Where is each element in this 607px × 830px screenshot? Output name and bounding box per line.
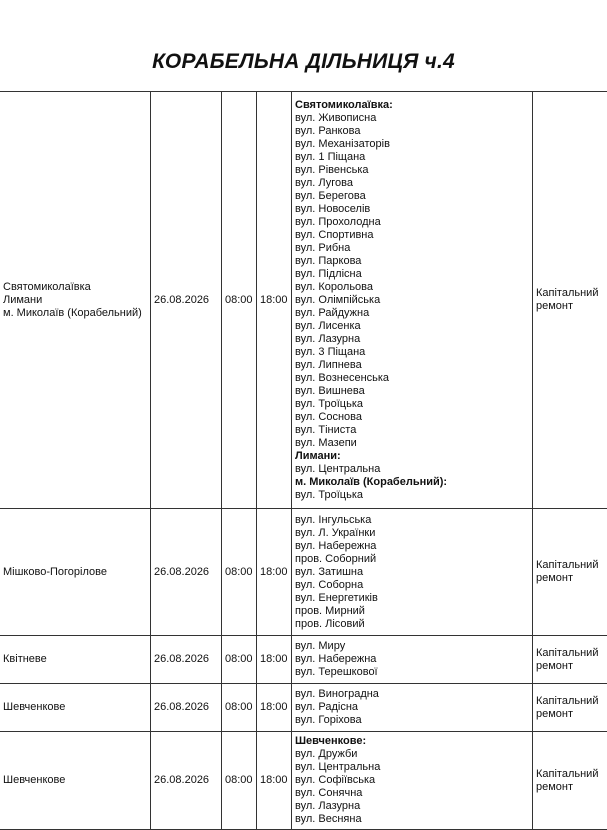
street-item: вул. Спортивна [295,229,532,242]
location-cell [0,636,151,684]
reason-cell [533,684,607,732]
street-item: вул. Дружби [295,748,532,761]
reason-cell [533,92,607,509]
date-cell: 26.08.2026 [151,509,222,636]
reason-text: Капітальний [536,559,607,572]
street-item: вул. Інгульська [295,514,532,527]
streets-cell [292,684,533,732]
street-item: вул. Троїцька [295,398,532,411]
table-row [0,732,607,830]
street-item: вул. Берегова [295,190,532,203]
street-item: вул. Живописна [295,112,532,125]
table-row [0,684,607,732]
date-cell: 26.08.2026 [151,732,222,830]
location-name: Лимани [3,294,150,307]
location-cell [0,732,151,830]
table-row [0,92,607,509]
street-item: вул. Паркова [295,255,532,268]
street-item: вул. Сонячна [295,787,532,800]
street-item: вул. Корольова [295,281,532,294]
reason-cell [533,509,607,636]
street-item: вул. Рибна [295,242,532,255]
street-item: вул. Соснова [295,411,532,424]
street-item: вул. Центральна [295,761,532,774]
street-group-header: Святомиколаївка: [295,99,532,112]
street-item: вул. Миру [295,640,532,653]
location-name: Мішково-Погорілове [3,566,150,579]
location-name: Святомиколаївка [3,281,150,294]
location-name: Шевченкове [3,701,150,714]
time-to-cell: 18:00 [257,636,292,684]
street-item: вул. Соборна [295,579,532,592]
reason-cell [533,732,607,830]
street-item: вул. Механізаторів [295,138,532,151]
time-from-cell: 08:00 [222,92,257,509]
date-cell: 26.08.2026 [151,92,222,509]
street-item: вул. Затишна [295,566,532,579]
street-item: вул. Л. Українки [295,527,532,540]
streets-cell [292,636,533,684]
streets-cell [292,92,533,509]
date-cell: 26.08.2026 [151,684,222,732]
street-item: вул. Енергетиків [295,592,532,605]
street-item: вул. Вознесенська [295,372,532,385]
street-item: вул. Весняна [295,813,532,826]
reason-cell [533,636,607,684]
street-item: вул. Горіхова [295,714,532,727]
street-item: вул. Липнева [295,359,532,372]
time-to-cell: 18:00 [257,684,292,732]
street-item: пров. Лісовий [295,618,532,631]
location-name: Квітневе [3,653,150,666]
street-item: вул. Мазепи [295,437,532,450]
time-from-cell: 08:00 [222,636,257,684]
reason-text: ремонт [536,708,607,721]
reason-text: ремонт [536,660,607,673]
location-cell [0,92,151,509]
street-item: вул. Ранкова [295,125,532,138]
street-item: вул. Рівенська [295,164,532,177]
reason-text: Капітальний [536,287,607,300]
street-group-header: м. Миколаїв (Корабельний): [295,476,532,489]
street-item: вул. Лисенка [295,320,532,333]
table-row [0,636,607,684]
street-item: вул. 1 Піщана [295,151,532,164]
reason-text: ремонт [536,572,607,585]
location-cell [0,509,151,636]
street-item: вул. Лугова [295,177,532,190]
outage-schedule-table [0,91,607,830]
street-group-header: Шевченкове: [295,735,532,748]
street-item: вул. Лазурна [295,333,532,346]
reason-text: ремонт [536,300,607,313]
reason-text: Капітальний [536,768,607,781]
reason-text: ремонт [536,781,607,794]
time-to-cell: 18:00 [257,92,292,509]
streets-cell [292,732,533,830]
time-from-cell: 08:00 [222,732,257,830]
street-item: вул. Вишнева [295,385,532,398]
street-item: вул. Підлісна [295,268,532,281]
street-item: вул. Олімпійська [295,294,532,307]
time-from-cell: 08:00 [222,509,257,636]
street-item: вул. 3 Піщана [295,346,532,359]
time-from-cell: 08:00 [222,684,257,732]
street-group-header: Лимани: [295,450,532,463]
street-item: вул. Тіниста [295,424,532,437]
page-title: КОРАБЕЛЬНА ДІЛЬНИЦЯ ч.4 [0,50,607,74]
reason-text: Капітальний [536,695,607,708]
streets-cell [292,509,533,636]
date-cell: 26.08.2026 [151,636,222,684]
street-item: вул. Прохолодна [295,216,532,229]
street-item: вул. Софіївська [295,774,532,787]
table-row [0,509,607,636]
street-item: вул. Радісна [295,701,532,714]
location-name: Шевченкове [3,774,150,787]
time-to-cell: 18:00 [257,732,292,830]
street-item: вул. Троїцька [295,489,532,502]
reason-text: Капітальний [536,647,607,660]
street-item: вул. Лазурна [295,800,532,813]
location-name: м. Миколаїв (Корабельний) [3,307,150,320]
location-cell [0,684,151,732]
street-item: вул. Набережна [295,540,532,553]
time-to-cell: 18:00 [257,509,292,636]
street-item: пров. Мирний [295,605,532,618]
street-item: вул. Виноградна [295,688,532,701]
street-item: вул. Терешкової [295,666,532,679]
street-item: вул. Райдужна [295,307,532,320]
street-item: вул. Центральна [295,463,532,476]
street-item: пров. Соборний [295,553,532,566]
street-item: вул. Набережна [295,653,532,666]
street-item: вул. Новоселів [295,203,532,216]
